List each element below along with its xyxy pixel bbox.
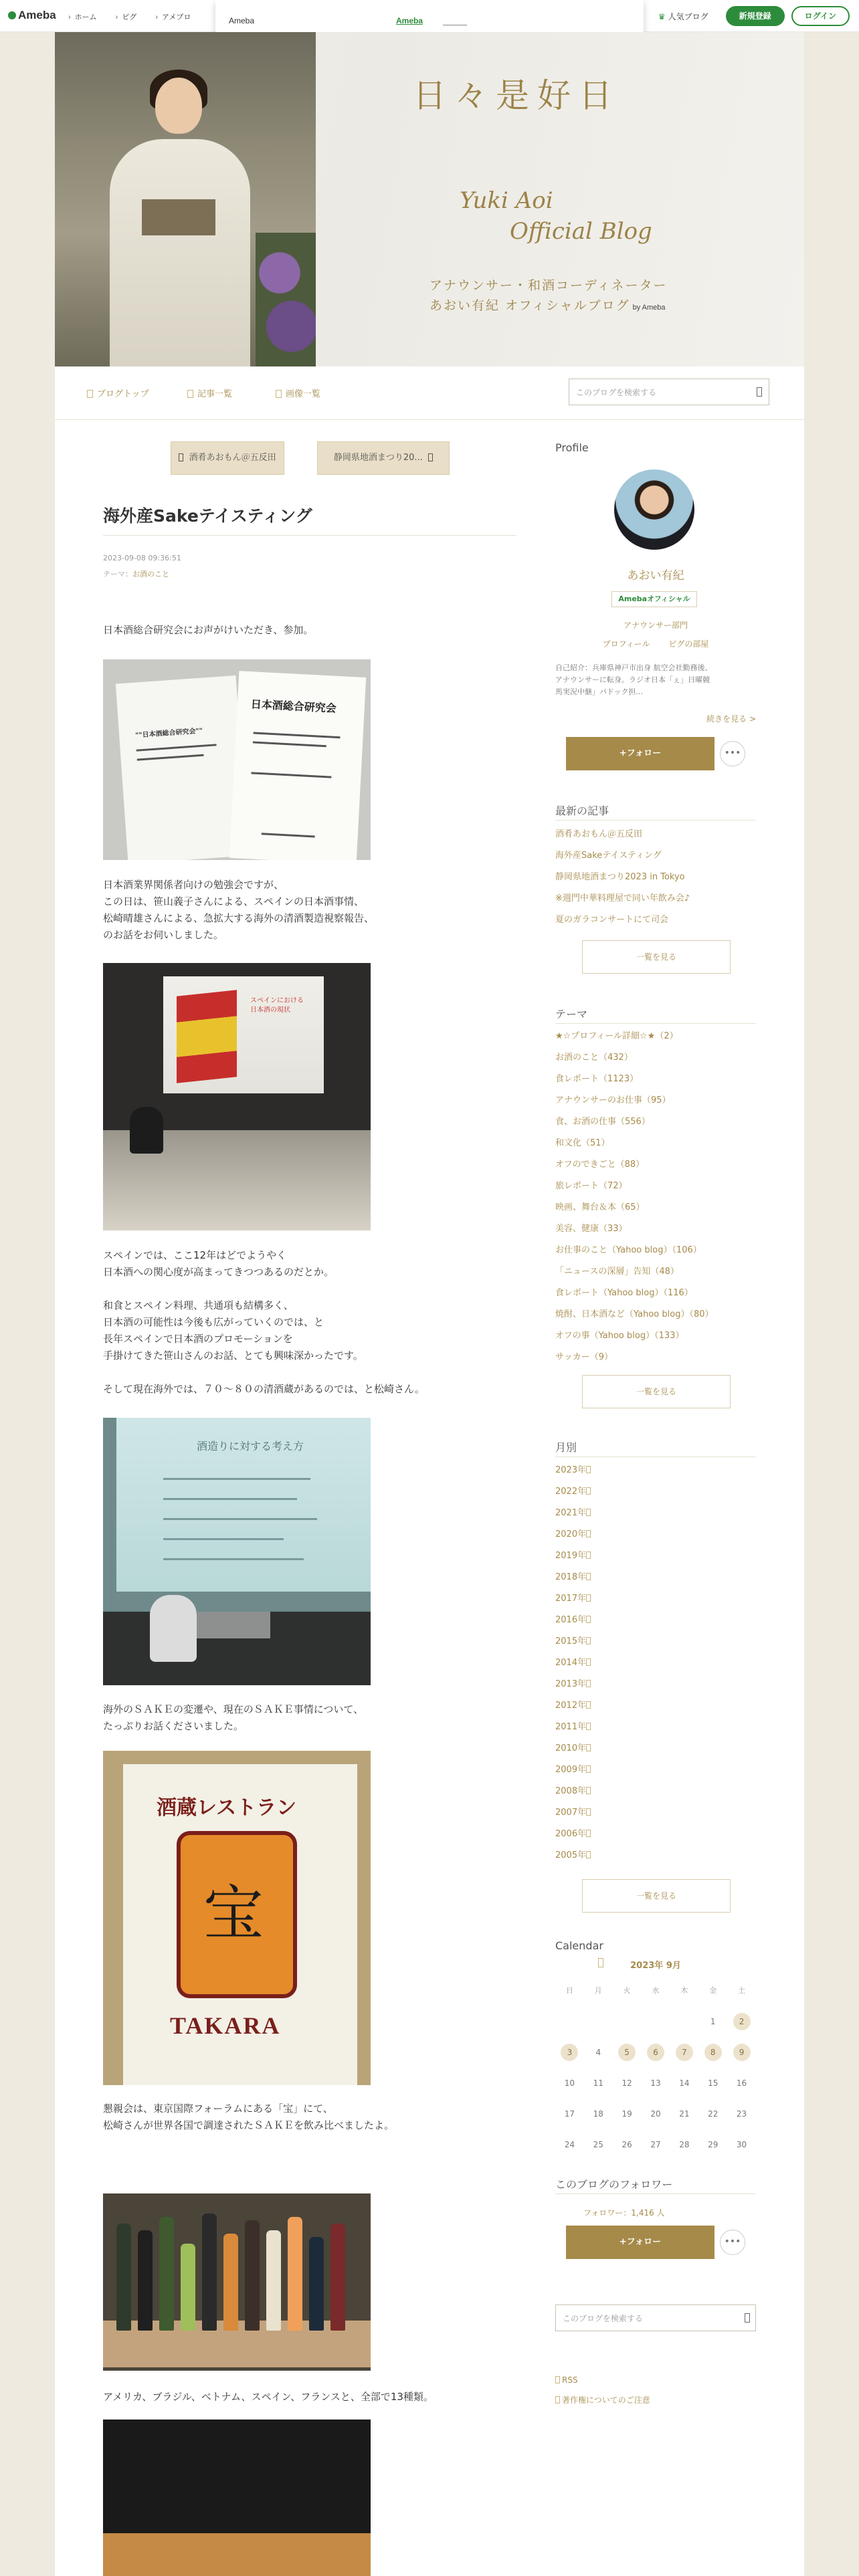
article-theme — [103, 568, 169, 579]
recent-articles-list — [555, 824, 756, 931]
archive-year-link[interactable] — [555, 1567, 756, 1588]
calendar-day[interactable] — [642, 2044, 670, 2061]
crown-icon: ♛ — [658, 11, 666, 21]
archive-year-label: 2018年 — [555, 1572, 587, 1582]
popular-blogs-label: 人気ブログ — [668, 11, 708, 21]
article-paragraph: 懇親会は、東京国際フォーラムにある「宝」にて、 松崎さんが世界各国で調達されたＳＡＫＥを飲み比べましたよ。 — [103, 2103, 395, 2131]
article-paragraph: スペインでは、ここ12年はどでようやく 日本酒への関心度が高まってきつつあるのだとか。 和食とスペイン料理、共通項も結構多く、 日本酒の可能性は今後も広がっていくのでは、と 長年スペインで日本酒のプロモーションを 手掛けてきた笹山さんのお話、とても興味深かったです。 そして現在海外では、７０〜８０の清酒蔵があるのでは、と松崎さん。 — [103, 1249, 425, 1395]
theme-link[interactable]: 食、お酒の仕事（556） — [555, 1117, 650, 1127]
calendar-day-number: 13 — [650, 2078, 661, 2088]
blog-search-placeholder: このブログを検索する — [576, 388, 657, 397]
calendar-day — [642, 2136, 670, 2153]
calendar-day-number: 1 — [710, 2017, 716, 2026]
chevron-icon — [586, 1594, 591, 1602]
sign-kanji: 宝 — [203, 1879, 264, 1949]
calendar-empty-cell — [642, 2013, 670, 2030]
search-icon[interactable] — [745, 2313, 750, 2323]
nav-blog-top-label: ブログトップ — [97, 389, 149, 399]
calendar-day-number: 9 — [733, 2044, 751, 2061]
profile-link[interactable]: プロフィール — [602, 639, 650, 649]
text-line — [251, 772, 331, 778]
archive-year-label: 2016年 — [555, 1615, 587, 1625]
article-photo-seminar[interactable] — [103, 963, 371, 1230]
archive-year-link[interactable] — [555, 1781, 756, 1802]
rss-icon — [555, 2376, 560, 2383]
archive-year-label: 2019年 — [555, 1551, 587, 1561]
calendar-day-number: 21 — [679, 2109, 690, 2119]
calendar-day-number: 23 — [736, 2109, 747, 2119]
chevron-icon — [586, 1680, 591, 1687]
nav-blog-top[interactable] — [87, 387, 149, 399]
theme-link[interactable]: お仕事のこと（Yahoo blog）（106） — [555, 1245, 702, 1255]
calendar-day-number: 5 — [618, 2044, 636, 2061]
slide-title: スペインにおける 日本酒の現状 — [250, 997, 304, 1014]
top-nav — [68, 11, 191, 22]
calendar-day — [584, 2105, 613, 2123]
follow-button-bottom[interactable]: +フォロー — [566, 2226, 714, 2259]
calendar-day — [555, 2136, 584, 2153]
document-heading-left: ""日本酒総合研究会"" — [134, 727, 203, 740]
spanish-flag-graphic — [177, 990, 237, 1083]
calendar-heading-text: Calendar — [555, 1939, 603, 1952]
popup-ameba-label: Ameba — [229, 16, 255, 25]
prev-article-link[interactable] — [171, 441, 284, 475]
recent-article-link[interactable]: 酒肴あおもん＠五反田 — [555, 829, 643, 839]
chevron-icon — [586, 1573, 591, 1580]
section-divider — [555, 2193, 756, 2194]
calendar-weekday: 土 — [738, 1986, 746, 1995]
calendar-day — [642, 2105, 670, 2123]
calendar-weekday: 火 — [623, 1986, 631, 1995]
chevron-icon — [586, 1765, 591, 1773]
calendar-empty-cell — [670, 2013, 698, 2030]
chevron-icon — [586, 1744, 591, 1751]
banner-blog-name-text: あおい有紀 オフィシャルブログ — [430, 298, 630, 313]
calendar-day[interactable] — [698, 2044, 727, 2061]
calendar-day-number: 2 — [733, 2013, 751, 2030]
calendar-day-number: 10 — [564, 2078, 575, 2088]
sake-bottle — [266, 2230, 281, 2331]
more-options-button[interactable]: ••• — [720, 741, 745, 766]
calendar-day-number: 17 — [564, 2109, 575, 2119]
calendar-day — [698, 2074, 727, 2092]
sake-bottle — [138, 2230, 153, 2331]
calendar-day — [670, 2074, 698, 2092]
theme-link[interactable]: お酒のこと（432） — [555, 1053, 633, 1063]
copyright-notice-link[interactable] — [555, 2394, 650, 2405]
obi — [142, 199, 215, 235]
profile-name[interactable]: あおい有紀 — [627, 569, 684, 582]
theme-link[interactable]: 旅レポート（72） — [555, 1181, 628, 1191]
chevron-icon — [586, 1658, 591, 1666]
theme-list-more-button[interactable]: 一覧を見る — [582, 1375, 731, 1408]
calendar-day-number: 12 — [622, 2078, 632, 2088]
calendar-day — [727, 2074, 756, 2092]
archive-year-label: 2010年 — [555, 1743, 587, 1753]
theme-heading: テーマ — [555, 1008, 588, 1021]
calendar-day[interactable] — [727, 2044, 756, 2061]
calendar-day — [698, 2013, 727, 2030]
chevron-icon — [586, 1466, 591, 1473]
archive-year-label: 2022年 — [555, 1487, 587, 1497]
calendar-day — [584, 2074, 613, 2092]
lecturer-figure — [150, 1595, 197, 1662]
more-options-button-bottom[interactable]: ••• — [720, 2230, 745, 2255]
article-paragraph: 海外のＳＡＫＥの変遷や、現在のＳＡＫＥ事情について、 たっぷりお話くださいました。 — [103, 1703, 364, 1732]
archive-year-label: 2014年 — [555, 1658, 587, 1668]
archive-year-label: 2011年 — [555, 1722, 587, 1732]
theme-link[interactable]: 美容、健康（33） — [555, 1224, 628, 1234]
archive-year-link[interactable] — [555, 1824, 756, 1845]
calendar-empty-cell — [613, 2013, 642, 2030]
followers-heading: このブログのフォロワー — [555, 2178, 673, 2191]
title-divider — [103, 535, 516, 536]
article-photo-bottles-2[interactable] — [103, 2420, 371, 2576]
archive-year-link[interactable] — [555, 1845, 756, 1866]
calendar-day-number: 24 — [564, 2140, 575, 2149]
calendar-day-number: 16 — [736, 2078, 747, 2088]
nav-article-list-label: 記事一覧 — [197, 389, 233, 399]
profile-avatar[interactable] — [614, 469, 694, 550]
doc-icon — [87, 390, 93, 398]
calendar-month: 2023年 9月 — [630, 1961, 681, 1971]
recent-articles-heading: 最新の記事 — [555, 804, 609, 817]
profile-links — [555, 638, 756, 649]
calendar-day-number: 6 — [647, 2044, 664, 2061]
sake-bottle — [116, 2224, 131, 2331]
theme-link[interactable]: オフの事（Yahoo blog）（133） — [555, 1331, 684, 1341]
archive-year-label: 2009年 — [555, 1765, 587, 1775]
calendar-day — [670, 2105, 698, 2123]
archive-year-label: 2005年 — [555, 1850, 587, 1860]
archive-year-label: 2021年 — [555, 1508, 587, 1518]
theme-link[interactable]: 和文化（51） — [555, 1138, 610, 1148]
speaker-figure — [130, 1107, 163, 1154]
login-button[interactable]: ログイン — [791, 6, 850, 26]
laptop — [197, 1612, 270, 1638]
calendar-day-number: 14 — [679, 2078, 690, 2088]
calendar-day — [698, 2105, 727, 2123]
prev-article-label: 酒肴あおもん＠五反田 — [189, 453, 276, 463]
main-content — [55, 420, 804, 2576]
calendar-day — [727, 2136, 756, 2153]
doc-icon — [555, 2396, 560, 2403]
archive-list-more-button[interactable]: 一覧を見る — [582, 1879, 731, 1913]
blog-nav — [55, 366, 804, 420]
calendar-day-number: 29 — [708, 2140, 719, 2149]
article-paragraph: アメリカ、ブラジル、ベトナム、スペイン、フランスと、全部で13種類。 — [103, 2391, 434, 2403]
blog-search-input[interactable] — [569, 379, 769, 405]
text-line — [262, 833, 315, 837]
profile-more-link[interactable]: 続きを見る > — [706, 714, 756, 724]
theme-link[interactable]: ★☆プロフィール詳細☆★（2） — [555, 1031, 678, 1041]
sake-bottle — [181, 2244, 195, 2331]
chevron-icon — [586, 1616, 591, 1623]
theme-link[interactable]: 「ニュースの深層」告知（48） — [555, 1267, 679, 1277]
chevron-icon — [586, 1701, 591, 1709]
article-theme-link[interactable]: お酒のこと — [132, 570, 169, 578]
text-line — [137, 754, 204, 761]
sake-bottle — [245, 2220, 260, 2331]
archive-year-link[interactable] — [555, 1610, 756, 1631]
banner-blog-name — [430, 296, 666, 314]
archive-year-label: 2020年 — [555, 1529, 587, 1539]
calendar-day-number: 25 — [593, 2140, 603, 2149]
calendar-day-number: 8 — [704, 2044, 722, 2061]
calendar-day-number: 7 — [676, 2044, 693, 2061]
recent-article-link[interactable]: 夏のガラコンサートにて司会 — [555, 915, 669, 925]
banner-title: 日々是好日 — [413, 76, 620, 115]
calendar-empty-cell — [584, 2013, 613, 2030]
calendar-day-number: 19 — [622, 2109, 632, 2119]
archive-year-link[interactable] — [555, 1545, 756, 1567]
article-title[interactable]: 海外産Sakeテイスティング — [103, 506, 312, 526]
calendar-day — [670, 2136, 698, 2153]
theme-label: テーマ： — [103, 570, 132, 578]
ameba-logo-text: Ameba — [18, 9, 56, 21]
calendar-day-number: 26 — [622, 2140, 632, 2149]
article-photo-lecture[interactable] — [103, 1418, 371, 1685]
recent-article-link[interactable]: 海外産Sakeテイスティング — [555, 851, 662, 861]
calendar-day — [584, 2044, 613, 2061]
profile-heading: Profile — [555, 441, 589, 454]
chevron-icon — [586, 1530, 591, 1537]
archive-year-link[interactable] — [555, 1588, 756, 1610]
section-divider — [555, 1023, 756, 1024]
text-line — [163, 1538, 284, 1540]
sake-bottle — [159, 2217, 174, 2331]
ameba-logo-icon — [8, 11, 16, 19]
calendar-day — [613, 2136, 642, 2153]
profile-bio: 自己紹介：兵庫県神戸市出身 航空会社勤務後、 アナウンサーに転身。ラジオ日本「ぇ」日曜競 馬実況中継」パドック担... — [555, 663, 712, 696]
calendar-day-number: 20 — [650, 2109, 661, 2119]
archive-year-link[interactable] — [555, 1717, 756, 1738]
calendar-day-number: 3 — [561, 2044, 578, 2061]
calendar-weekday: 日 — [565, 1986, 573, 1995]
calendar-day-number: 22 — [708, 2109, 719, 2119]
archive-year-label: 2007年 — [555, 1808, 587, 1818]
calendar-weekday: 木 — [680, 1986, 688, 1995]
calendar-day-number: 18 — [593, 2109, 603, 2119]
doc-icon — [276, 390, 282, 398]
flower-arrangement — [256, 233, 316, 366]
text-line — [253, 741, 326, 747]
article-paragraph: 日本酒業界関係者向けの勉強会ですが、 この日は、笹山義子さんによる、スペインの日本酒事情、 松崎晴雄さんによる、急拡大する海外の清酒製造視察報告、 のお話をお伺いしました。 — [103, 879, 375, 941]
follower-count: フォロワー：1,416 人 — [583, 2208, 665, 2218]
kimono-figure — [110, 139, 250, 366]
archive-year-link[interactable] — [555, 1503, 756, 1524]
rss-label: RSS — [562, 2375, 578, 2385]
chevron-left-icon — [179, 453, 183, 461]
calendar-day — [613, 2105, 642, 2123]
chevron-icon — [586, 1509, 591, 1516]
document-sheet — [116, 675, 248, 860]
calendar-day — [613, 2074, 642, 2092]
next-article-label: 静岡県地酒まつり20... — [333, 453, 423, 463]
banner-by-ameba: by Ameba — [632, 304, 666, 312]
top-nav-home[interactable]: › ホーム — [68, 11, 97, 22]
sake-bottle — [330, 2224, 345, 2331]
calendar-day — [555, 2105, 584, 2123]
nav-image-list[interactable] — [276, 387, 320, 399]
archive-year-link[interactable] — [555, 1738, 756, 1759]
calendar-day — [698, 2136, 727, 2153]
chevron-icon — [586, 1830, 591, 1837]
sake-bottle — [202, 2214, 217, 2331]
calendar-day[interactable] — [670, 2044, 698, 2061]
chevron-right-icon — [428, 453, 433, 461]
top-nav-ameblo[interactable]: › アメブロ — [155, 11, 191, 22]
archive-year-link[interactable] — [555, 1631, 756, 1652]
calendar-day — [555, 2074, 584, 2092]
archive-year-link[interactable] — [555, 1524, 756, 1545]
chevron-icon — [586, 1551, 591, 1559]
archive-year-link[interactable] — [555, 1759, 756, 1781]
theme-link[interactable]: オフのできごと（88） — [555, 1160, 645, 1170]
chevron-icon — [586, 1808, 591, 1816]
recent-list-more-button[interactable]: 一覧を見る — [582, 940, 731, 974]
article-paragraph: 日本酒総合研究会にお声がけいただき、参加。 — [103, 624, 314, 636]
follow-button[interactable]: +フォロー — [566, 737, 714, 770]
calendar-weekday: 月 — [594, 1986, 602, 1995]
theme-link[interactable]: 食レポート（Yahoo blog）（116） — [555, 1288, 693, 1298]
projector-screen — [116, 1418, 371, 1592]
theme-link[interactable]: 焼酎、日本酒など（Yahoo blog）（80） — [555, 1309, 714, 1319]
calendar-day-number: 11 — [593, 2078, 603, 2088]
theme-link[interactable]: アナウンサーのお仕事（95） — [555, 1095, 671, 1105]
archive-year-label: 2006年 — [555, 1829, 587, 1839]
slide-title: 酒造りに対する考え方 — [197, 1440, 304, 1453]
archive-year-link[interactable] — [555, 1802, 756, 1824]
calendar-day[interactable] — [555, 2044, 584, 2061]
popup-ameba-link[interactable]: Ameba — [396, 16, 423, 25]
theme-link[interactable]: 映画、舞台＆本（65） — [555, 1202, 645, 1212]
header-portrait-photo — [55, 32, 316, 366]
text-line — [254, 732, 341, 738]
archive-year-label: 2017年 — [555, 1594, 587, 1604]
archive-year-label: 2008年 — [555, 1786, 587, 1796]
rss-link[interactable] — [555, 2375, 578, 2385]
sake-bottle — [288, 2217, 302, 2331]
text-line — [163, 1518, 317, 1520]
archive-list — [555, 1460, 756, 1866]
calendar-day — [727, 2105, 756, 2123]
calendar-empty-cell — [555, 2013, 584, 2030]
text-line — [163, 1498, 297, 1500]
calendar-day-number: 15 — [708, 2078, 719, 2088]
nav-image-list-label: 画像一覧 — [286, 389, 321, 399]
top-nav-pigg[interactable]: › ピグ — [116, 11, 137, 22]
text-line — [136, 744, 217, 751]
archive-year-link[interactable] — [555, 1481, 756, 1503]
nav-article-list[interactable] — [187, 387, 232, 399]
calendar-weekday: 金 — [709, 1986, 717, 1995]
calendar-day — [642, 2074, 670, 2092]
calendar-day-number: 30 — [736, 2140, 747, 2149]
sake-bottle — [103, 2533, 371, 2576]
blog-header-banner[interactable] — [55, 32, 804, 366]
archive-heading: 月別 — [555, 1441, 577, 1454]
archive-year-label: 2023年 — [555, 1465, 587, 1475]
header-actions — [658, 6, 850, 26]
chevron-icon — [586, 1851, 591, 1858]
sake-bottle — [103, 2420, 371, 2533]
calendar-day[interactable] — [613, 2044, 642, 2061]
archive-year-label: 2015年 — [555, 1636, 587, 1646]
search-icon[interactable] — [757, 387, 762, 397]
signup-button[interactable]: 新規登録 — [726, 6, 785, 26]
sake-bottle — [309, 2237, 324, 2331]
chevron-icon — [586, 1487, 591, 1495]
pigg-room-link[interactable]: ピグの部屋 — [668, 639, 709, 649]
banner-tagline: アナウンサー・和酒コーディネーター — [430, 278, 668, 293]
chevron-icon — [586, 1787, 591, 1794]
archive-year-label: 2012年 — [555, 1701, 587, 1711]
banner-en-subtitle: Official Blog — [510, 218, 652, 245]
doc-icon — [187, 390, 193, 398]
article-photo-restaurant-sign[interactable] — [103, 1751, 371, 2085]
calendar-grid — [555, 1982, 756, 2153]
next-article-link[interactable] — [317, 441, 450, 475]
banner-en-name: Yuki Aoi — [460, 187, 553, 214]
text-line — [163, 1478, 310, 1480]
article-photo-documents[interactable] — [103, 659, 371, 860]
recent-article-link[interactable]: ※週門中華料理屋で同い年飲み会♪ — [555, 893, 690, 903]
document-sheet — [229, 671, 366, 860]
sidebar-search-placeholder: このブログを検索する — [563, 2314, 644, 2323]
official-badge: Amebaオフィシャル — [611, 591, 697, 607]
sake-bottle — [223, 2234, 238, 2331]
chevron-icon — [586, 1723, 591, 1730]
article-photo-bottles[interactable] — [103, 2193, 371, 2371]
calendar-day-number: 27 — [650, 2140, 661, 2149]
calendar-day-number: 4 — [595, 2048, 601, 2057]
text-line — [163, 1558, 304, 1560]
calendar-weekday: 水 — [652, 1986, 660, 1995]
face — [155, 78, 202, 134]
calendar-day — [584, 2136, 613, 2153]
article-date: 2023-09-08 09:36:51 — [103, 554, 181, 562]
archive-year-link[interactable] — [555, 1460, 756, 1481]
chevron-icon — [586, 1637, 591, 1644]
archive-year-link[interactable] — [555, 1652, 756, 1674]
theme-link[interactable]: 食レポート（1123） — [555, 1074, 639, 1084]
theme-list — [555, 1026, 756, 1368]
sidebar-search-input[interactable] — [555, 2304, 756, 2331]
document-heading-right: 日本酒総合研究会 — [250, 697, 337, 715]
recent-article-link[interactable]: 静岡県地酒まつり2023 in Tokyo — [555, 872, 685, 882]
calendar-day[interactable] — [727, 2013, 756, 2030]
section-divider — [555, 820, 756, 821]
copyright-label: 著作権についてのご注意 — [562, 2395, 650, 2405]
profile-category[interactable]: アナウンサー部門 — [623, 621, 688, 630]
sign-title: 酒蔵レストラン — [157, 1796, 297, 1820]
archive-year-link[interactable] — [555, 1695, 756, 1717]
popular-blogs-link[interactable] — [658, 11, 708, 22]
sign-roman: TAKARA — [170, 2012, 281, 2039]
calendar-day-number: 28 — [679, 2140, 690, 2149]
ameba-logo[interactable] — [8, 9, 56, 22]
archive-year-label: 2013年 — [555, 1679, 587, 1689]
theme-link[interactable]: サッカー（9） — [555, 1352, 613, 1362]
archive-year-link[interactable] — [555, 1674, 756, 1695]
